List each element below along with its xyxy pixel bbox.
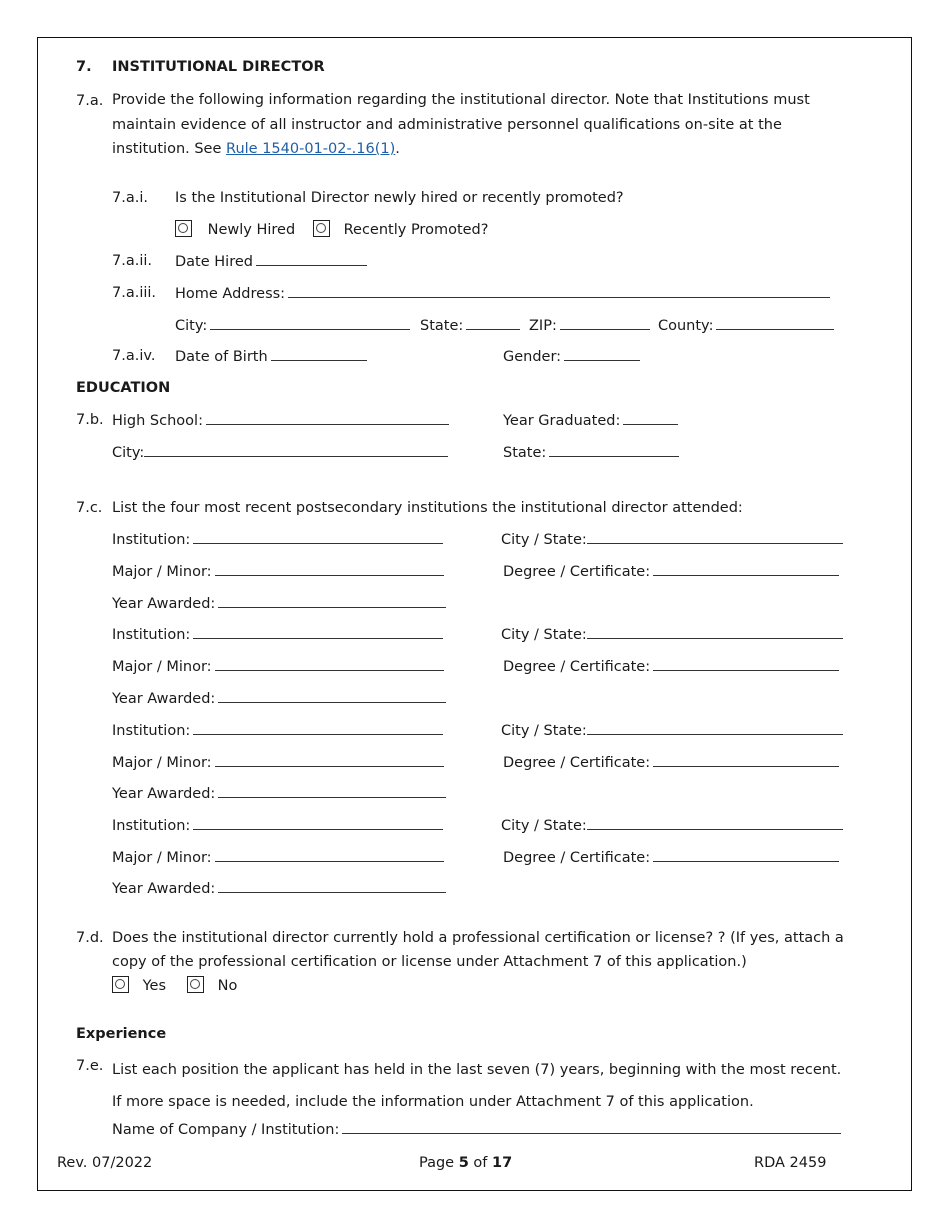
year-awarded-line[interactable] bbox=[218, 593, 446, 608]
company-line[interactable] bbox=[342, 1119, 841, 1134]
page-total: 17 bbox=[492, 1155, 513, 1171]
revision-date: Rev. 07/2022 bbox=[57, 1155, 153, 1171]
yes-option[interactable] bbox=[112, 976, 166, 996]
gender-line[interactable] bbox=[564, 346, 640, 361]
recently-promoted-label: Recently Promoted? bbox=[343, 222, 489, 238]
city-state-field[interactable] bbox=[501, 720, 843, 741]
year-awarded-field[interactable] bbox=[112, 593, 446, 614]
year-awarded-line[interactable] bbox=[218, 688, 446, 703]
major-minor-line[interactable] bbox=[215, 561, 444, 576]
major-minor-line[interactable] bbox=[215, 752, 444, 767]
city-state-label: City / State: bbox=[501, 723, 587, 739]
gender-label: Gender: bbox=[503, 349, 562, 365]
degree-label: Degree / Certificate: bbox=[503, 659, 651, 675]
major-minor-label: Major / Minor: bbox=[112, 755, 212, 771]
no-label: No bbox=[217, 978, 238, 994]
state-field[interactable] bbox=[420, 315, 520, 336]
item-7aii-number: 7.a.ii. bbox=[112, 253, 152, 269]
year-awarded-label: Year Awarded: bbox=[112, 786, 216, 802]
city-state-line[interactable] bbox=[587, 529, 843, 544]
newly-hired-label: Newly Hired bbox=[207, 222, 296, 238]
form-id: RDA 2459 bbox=[754, 1155, 827, 1171]
home-address-label: Home Address: bbox=[175, 286, 286, 302]
city-line[interactable] bbox=[210, 315, 410, 330]
hs-city-field[interactable] bbox=[112, 442, 448, 463]
company-field[interactable] bbox=[112, 1119, 841, 1140]
zip-label: ZIP: bbox=[529, 318, 557, 334]
major-minor-line[interactable] bbox=[215, 847, 444, 862]
item-7c-number: 7.c. bbox=[76, 500, 103, 516]
recently-promoted-radio[interactable] bbox=[313, 220, 330, 237]
date-hired-label: Date Hired bbox=[175, 254, 253, 270]
institution-label: Institution: bbox=[112, 627, 191, 643]
education-heading: EDUCATION bbox=[76, 380, 171, 396]
institution-line[interactable] bbox=[193, 720, 443, 735]
page-indicator bbox=[419, 1153, 512, 1173]
dob-label: Date of Birth bbox=[175, 349, 268, 365]
major-minor-field[interactable] bbox=[112, 752, 444, 773]
institution-field[interactable] bbox=[112, 529, 443, 550]
city-state-label: City / State: bbox=[501, 532, 587, 548]
high-school-line[interactable] bbox=[206, 410, 449, 425]
page-number: 5 bbox=[458, 1155, 469, 1171]
year-graduated-label: Year Graduated: bbox=[503, 413, 621, 429]
institution-label: Institution: bbox=[112, 532, 191, 548]
city-state-label: City / State: bbox=[501, 627, 587, 643]
degree-line[interactable] bbox=[653, 656, 839, 671]
major-minor-field[interactable] bbox=[112, 656, 444, 677]
hs-state-line[interactable] bbox=[549, 442, 679, 457]
institution-label: Institution: bbox=[112, 818, 191, 834]
institution-line[interactable] bbox=[193, 815, 443, 830]
year-awarded-field[interactable] bbox=[112, 783, 446, 804]
year-awarded-line[interactable] bbox=[218, 783, 446, 798]
institution-field[interactable] bbox=[112, 720, 443, 741]
hs-city-label: City: bbox=[112, 445, 145, 461]
year-awarded-field[interactable] bbox=[112, 688, 446, 709]
item-7c-text: List the four most recent postsecondary institutions the institutional director attended: bbox=[112, 500, 743, 516]
degree-field[interactable] bbox=[503, 656, 839, 677]
page-border bbox=[37, 37, 912, 1191]
hs-state-field[interactable] bbox=[503, 442, 679, 463]
item-7aiii-number: 7.a.iii. bbox=[112, 285, 157, 301]
item-7ai-question: Is the Institutional Director newly hired or recently promoted? bbox=[175, 190, 624, 206]
item-7b-number: 7.b. bbox=[76, 412, 104, 428]
yes-label: Yes bbox=[142, 978, 167, 994]
major-minor-label: Major / Minor: bbox=[112, 564, 212, 580]
newly-hired-radio[interactable] bbox=[175, 220, 192, 237]
zip-field[interactable] bbox=[529, 315, 650, 336]
zip-line[interactable] bbox=[560, 315, 650, 330]
item-7aiv-number: 7.a.iv. bbox=[112, 348, 156, 364]
major-minor-label: Major / Minor: bbox=[112, 659, 212, 675]
year-awarded-line[interactable] bbox=[218, 878, 446, 893]
item-7a-text-before: Provide the following information regarding the institutional director. Note that Institutions must maintain evidence of all instructor and administrative personnel qualifications on-site at the institution. See bbox=[112, 92, 810, 157]
of-word: of bbox=[473, 1155, 488, 1171]
item-7d-text: Does the institutional director currently hold a professional certification or license? ? (If yes, attach a copy of the professional certification or license under Attachment 7 of this application.) bbox=[112, 930, 844, 970]
institution-line[interactable] bbox=[193, 624, 443, 639]
county-line[interactable] bbox=[716, 315, 834, 330]
county-label: County: bbox=[658, 318, 714, 334]
county-field[interactable] bbox=[658, 315, 834, 336]
major-minor-field[interactable] bbox=[112, 847, 444, 868]
hs-city-line[interactable] bbox=[144, 442, 448, 457]
item-7ai-number: 7.a.i. bbox=[112, 190, 148, 206]
year-awarded-label: Year Awarded: bbox=[112, 691, 216, 707]
degree-label: Degree / Certificate: bbox=[503, 755, 651, 771]
item-7a-text bbox=[112, 88, 847, 162]
year-awarded-label: Year Awarded: bbox=[112, 881, 216, 897]
item-7e-number: 7.e. bbox=[76, 1058, 104, 1074]
home-address-field[interactable] bbox=[175, 283, 830, 304]
institution-field[interactable] bbox=[112, 815, 443, 836]
city-label: City: bbox=[175, 318, 208, 334]
city-state-label: City / State: bbox=[501, 818, 587, 834]
institution-field[interactable] bbox=[112, 624, 443, 645]
year-graduated-line[interactable] bbox=[623, 410, 678, 425]
year-awarded-field[interactable] bbox=[112, 878, 446, 899]
newly-hired-option[interactable] bbox=[175, 220, 295, 240]
dob-line[interactable] bbox=[271, 346, 367, 361]
major-minor-label: Major / Minor: bbox=[112, 850, 212, 866]
rule-link[interactable]: Rule 1540-01-02-.16(1) bbox=[226, 141, 396, 157]
experience-heading: Experience bbox=[76, 1026, 167, 1042]
dob-field[interactable] bbox=[175, 346, 367, 367]
recently-promoted-option[interactable] bbox=[313, 220, 488, 240]
no-radio[interactable] bbox=[187, 976, 204, 993]
degree-line[interactable] bbox=[653, 561, 839, 576]
city-state-line[interactable] bbox=[587, 624, 843, 639]
institution-label: Institution: bbox=[112, 723, 191, 739]
section-title: INSTITUTIONAL DIRECTOR bbox=[112, 59, 325, 75]
section-number: 7. bbox=[76, 59, 92, 75]
no-option[interactable] bbox=[187, 976, 237, 996]
item-7e-text: List each position the applicant has held in the last seven (7) years, beginning with the most recent. If more space is needed, include the information under Attachment 7 of this application. bbox=[112, 1062, 842, 1110]
city-state-field[interactable] bbox=[501, 529, 843, 550]
page-word: Page bbox=[419, 1155, 455, 1171]
item-7a-text-after: . bbox=[395, 141, 400, 157]
item-7a-number: 7.a. bbox=[76, 93, 104, 109]
state-label: State: bbox=[420, 318, 464, 334]
city-field[interactable] bbox=[175, 315, 410, 336]
degree-field[interactable] bbox=[503, 561, 839, 582]
high-school-field[interactable] bbox=[112, 410, 449, 431]
city-state-line[interactable] bbox=[587, 720, 843, 735]
degree-line[interactable] bbox=[653, 847, 839, 862]
city-state-line[interactable] bbox=[587, 815, 843, 830]
city-state-field[interactable] bbox=[501, 624, 843, 645]
degree-line[interactable] bbox=[653, 752, 839, 767]
city-state-field[interactable] bbox=[501, 815, 843, 836]
gender-field[interactable] bbox=[503, 346, 640, 367]
high-school-label: High School: bbox=[112, 413, 203, 429]
degree-field[interactable] bbox=[503, 752, 839, 773]
company-label: Name of Company / Institution: bbox=[112, 1122, 340, 1138]
date-hired-field[interactable] bbox=[175, 251, 367, 272]
item-7d-number: 7.d. bbox=[76, 930, 104, 946]
date-hired-line[interactable] bbox=[256, 251, 367, 266]
year-graduated-field[interactable] bbox=[503, 410, 678, 431]
institution-line[interactable] bbox=[193, 529, 443, 544]
yes-radio[interactable] bbox=[112, 976, 129, 993]
major-minor-field[interactable] bbox=[112, 561, 444, 582]
degree-label: Degree / Certificate: bbox=[503, 850, 651, 866]
major-minor-line[interactable] bbox=[215, 656, 444, 671]
degree-label: Degree / Certificate: bbox=[503, 564, 651, 580]
degree-field[interactable] bbox=[503, 847, 839, 868]
home-address-line[interactable] bbox=[288, 283, 830, 298]
year-awarded-label: Year Awarded: bbox=[112, 596, 216, 612]
hs-state-label: State: bbox=[503, 445, 547, 461]
state-line[interactable] bbox=[466, 315, 520, 330]
